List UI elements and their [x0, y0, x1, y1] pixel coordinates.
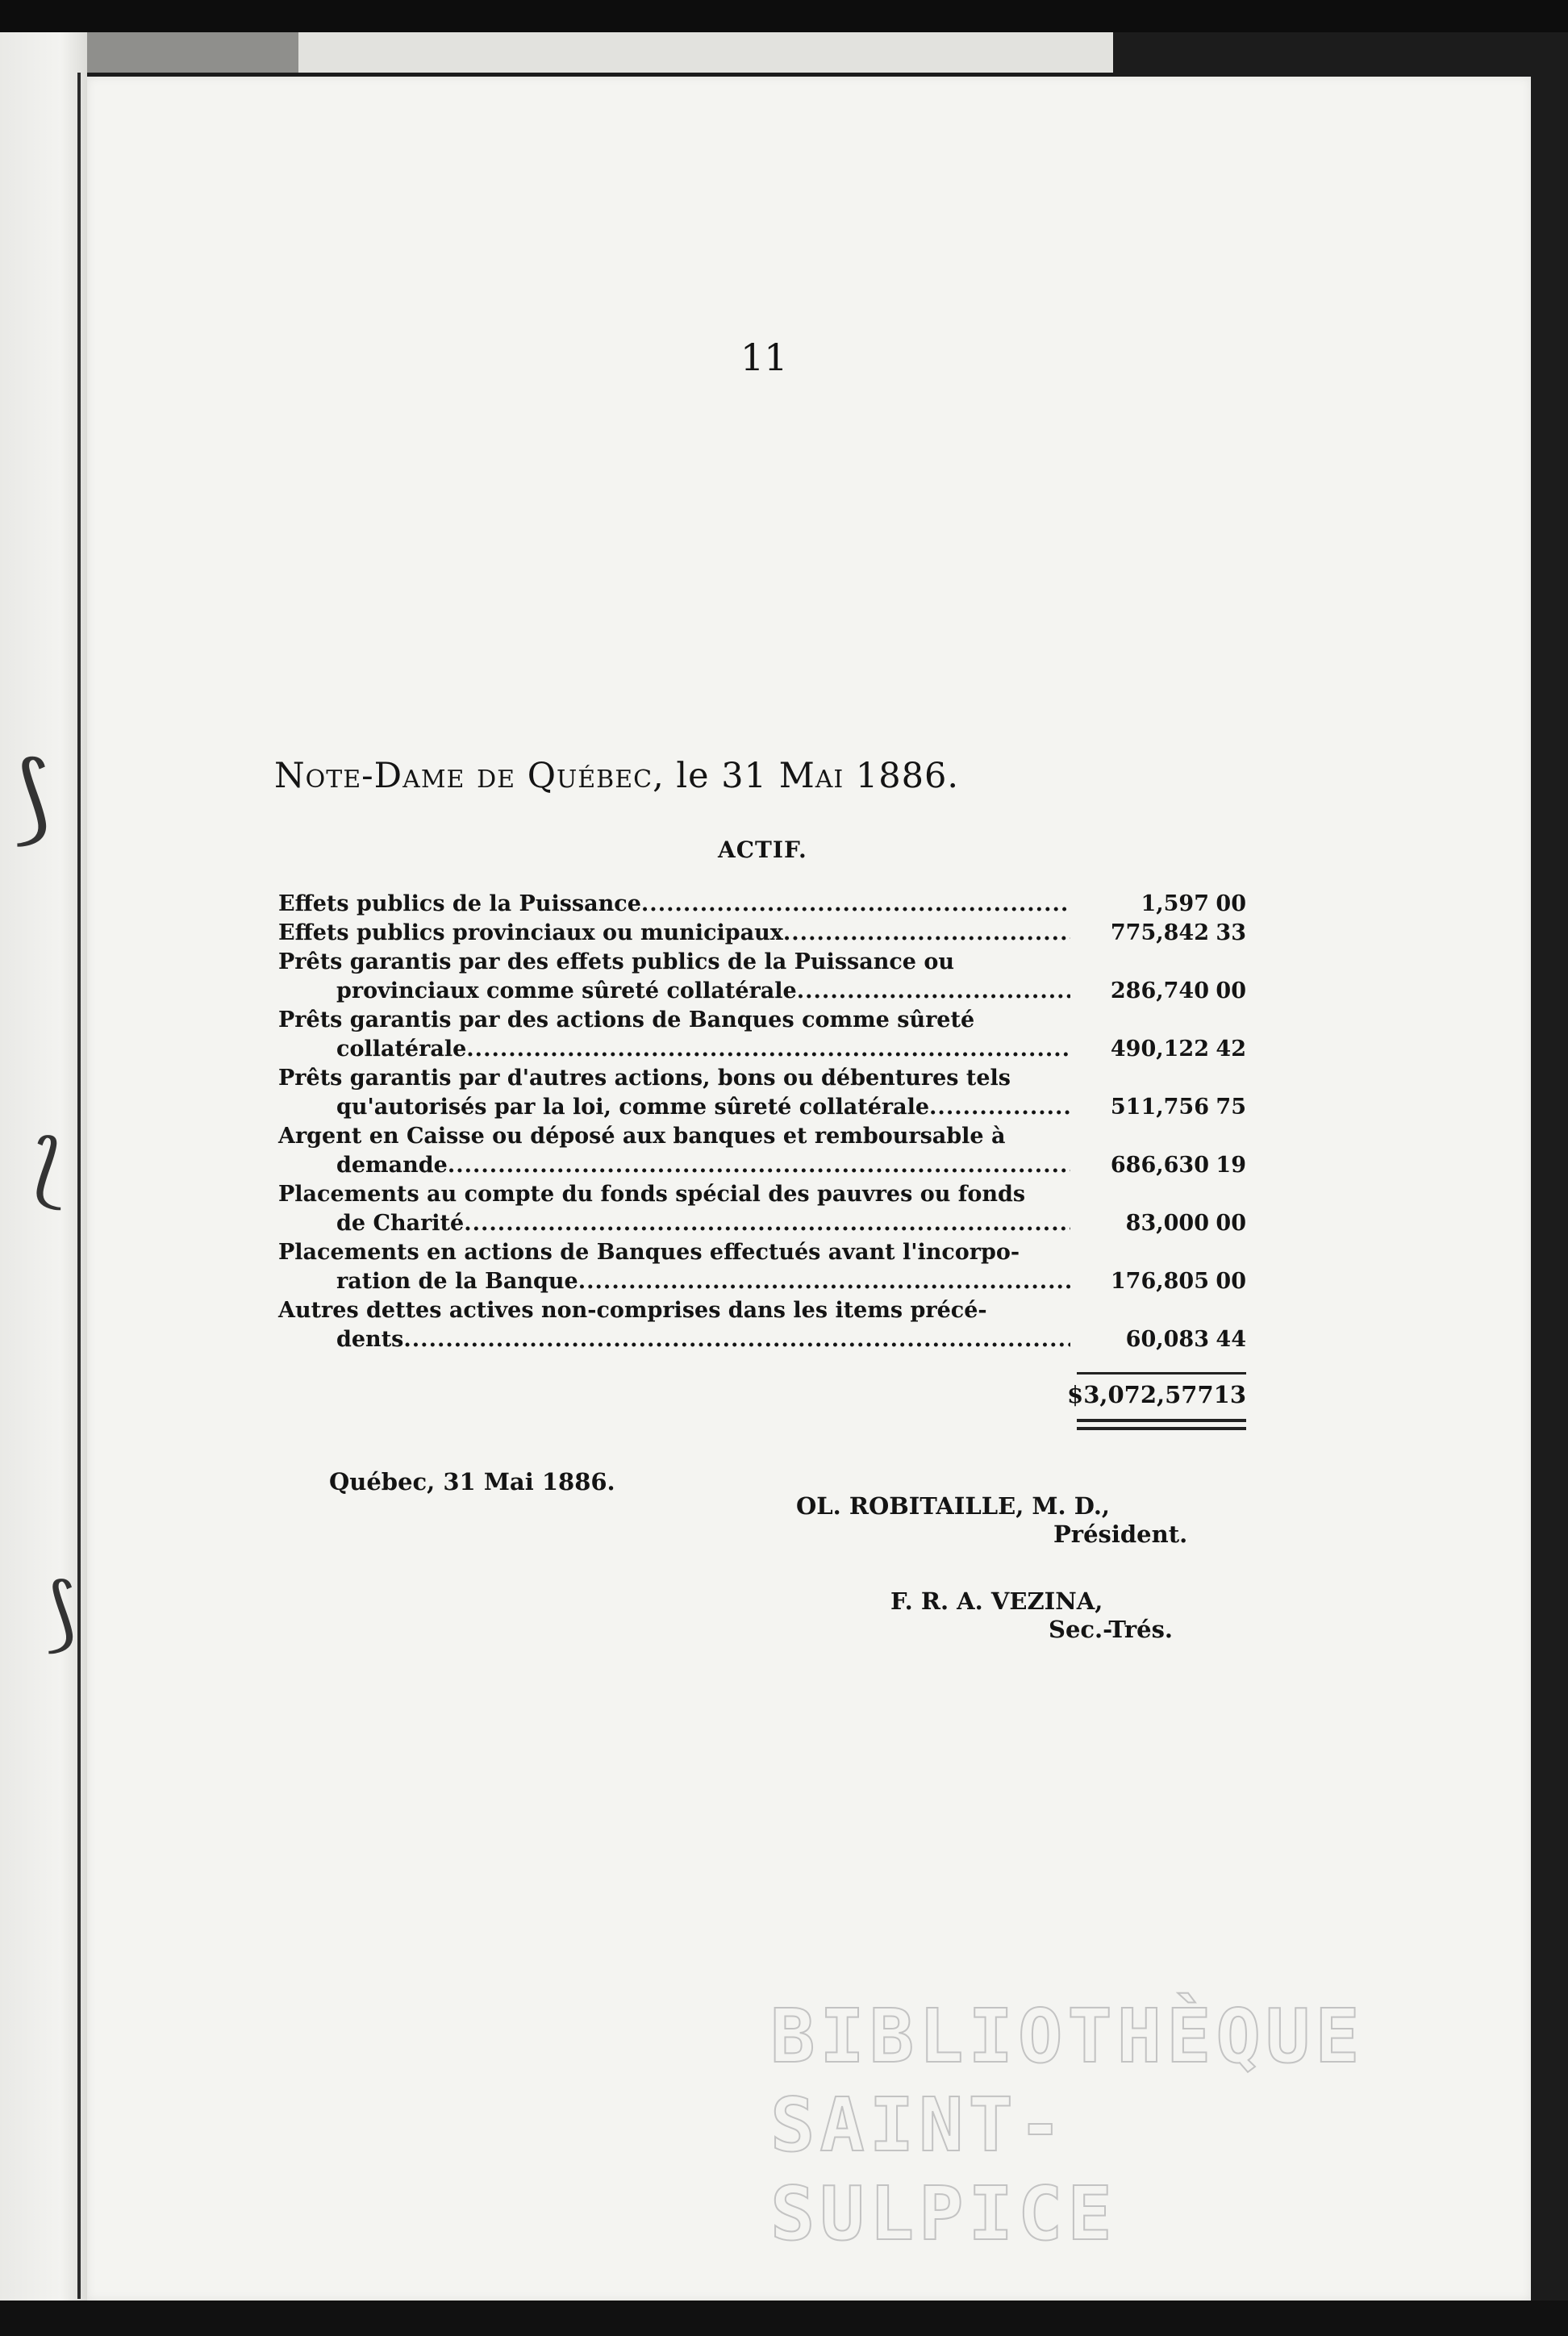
place-date: Québec, 31 Mai 1886. — [329, 1468, 615, 1495]
assets-ledger — [278, 890, 1246, 1430]
ledger-total-row: $3,072,577 13 — [278, 1372, 1246, 1430]
clip-mark-icon: ⟆ — [12, 742, 50, 854]
signatory-name: OL. ROBITAILLE, M. D., — [796, 1492, 1111, 1520]
clip-mark-icon: ⟅ — [32, 1122, 65, 1216]
page-number: 11 — [740, 336, 788, 379]
library-stamp: BIBLIOTHÈQUE SAINT-SULPICE — [770, 1993, 1365, 2257]
ledger-row: Prêts garantis par d'autres actions, bons ou débentures tels qu'autorisés par la loi, comme sûreté collatérale ..... 511,756 75 — [278, 1064, 1246, 1122]
scan-edge-tab-light — [298, 32, 1113, 73]
binding-line — [77, 73, 81, 2299]
scan-border-bottom — [0, 2301, 1568, 2336]
signatory-title: Sec.-Trés. — [1049, 1616, 1174, 1643]
double-rule — [1077, 1419, 1246, 1430]
ledger-row: Prêts garantis par des effets publics de la Puissance ou provinciaux comme sûreté collatérale ..... 286,740 00 — [278, 948, 1246, 1006]
sum-rule — [1077, 1372, 1246, 1374]
document-heading: Note-Dame de Québec, le 31 Mai 1886. — [274, 756, 960, 796]
scan-border-top — [0, 0, 1568, 32]
ledger-row: Placements en actions de Banques effectués avant l'incorpo- ration de la Banque ..... 176,805 00 — [278, 1238, 1246, 1296]
total-amount: $3,072,577 — [1067, 1381, 1214, 1408]
section-title: ACTIF. — [718, 836, 807, 863]
signatory-title: Président. — [1053, 1520, 1188, 1548]
signatory-name: F. R. A. VEZINA, — [890, 1587, 1103, 1615]
ledger-row: Autres dettes actives non-comprises dans les items précé- dents ..... 60,083 44 — [278, 1296, 1246, 1354]
ledger-row: Prêts garantis par des actions de Banques comme sûreté collatérale ..... 490,122 42 — [278, 1006, 1246, 1064]
ledger-row: Effets publics de la Puissance ..... 1,597 00 — [278, 890, 1246, 919]
ledger-row: Placements au compte du fonds spécial des pauvres ou fonds de Charité ..... 83,000 00 — [278, 1180, 1246, 1238]
ledger-row: Argent en Caisse ou déposé aux banques et remboursable à demande ..... 686,630 19 — [278, 1122, 1246, 1180]
ledger-row: Effets publics provinciaux ou municipaux ..... 775,842 33 — [278, 919, 1246, 948]
clip-mark-icon: ⟆ — [44, 1566, 77, 1660]
